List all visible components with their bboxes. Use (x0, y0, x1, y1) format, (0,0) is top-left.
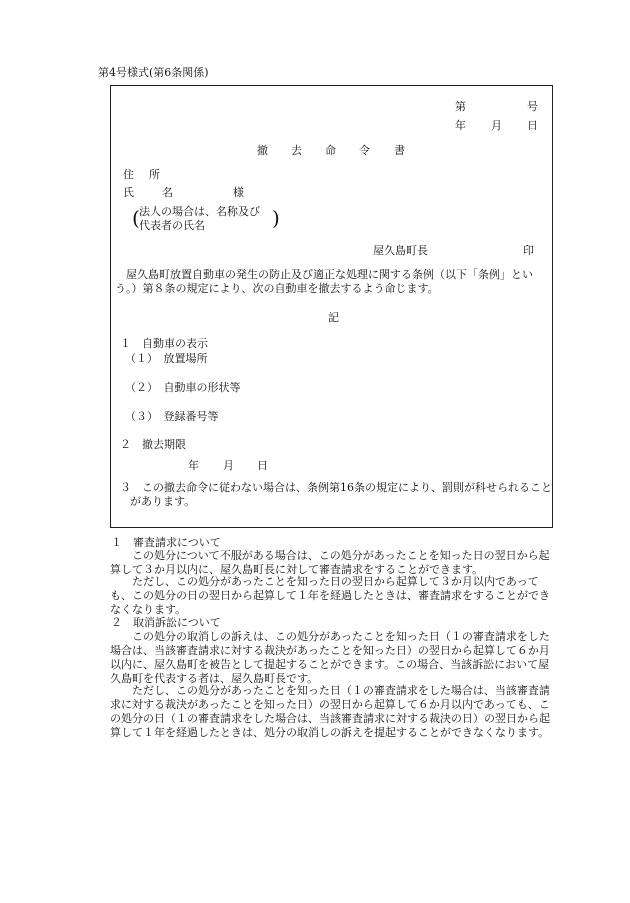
section1-heading: １ 自動車の表示 (120, 337, 208, 350)
form-number-label: 第4号様式(第6条関係) (98, 66, 209, 79)
deadline-year: 年 (188, 459, 199, 472)
corp-note-line2: 代表者の氏名 (139, 219, 205, 232)
address-label-2: 所 (149, 168, 160, 181)
note1-paragraph2: ただし、この処分があったことを知った日の翌日から起算して３か月以内であっても、この処分の日の翌日から起算して１年を経過したときは、審査請求をすることができなくなります。 (110, 575, 550, 616)
doc-number-dai: 第 (455, 100, 466, 113)
issuer-name: 屋久島町長 (373, 244, 428, 257)
vehicle-shape-item: （２） 自動車の形状等 (125, 381, 241, 394)
section2-heading: ２ 撤去期限 (120, 438, 186, 451)
note2-heading: ２ 取消訴訟について (111, 616, 221, 629)
open-paren: ( (132, 206, 140, 230)
close-paren: ) (272, 206, 280, 230)
note1-paragraph1: この処分について不服がある場合は、この処分があったことを知った日の翌日から起算して３か月以内に、屋久島町長に対して審査請求をすることができます。 (110, 549, 550, 576)
deadline-day: 日 (257, 459, 268, 472)
date-year: 年 (455, 119, 466, 132)
note2-paragraph2: ただし、この処分があったことを知った日（１の審査請求をした場合は、当該審査請求に対する裁決があったことを知った日）の翌日から起算して６か月以内であっても、この処分の日（１の審査請求をした場合は、当該審査請求に対する裁決の日）の翌日から起算して１年を経過したときは、処分の取消しの訴えを提起することができなくなります。 (110, 684, 550, 739)
seal-mark: 印 (523, 244, 534, 257)
title-char: 書 (394, 144, 405, 157)
ki-label: 記 (328, 311, 339, 324)
note2-paragraph1: この処分の取消しの訴えは、この処分があったことを知った日（１の審査請求をした場合は、当該審査請求に対する裁決があったことを知った日）の翌日から起算して６か月以内に、屋久島町を被告として提起することができます。この場合、当該訴訟において屋久島町を代表する者は、屋久島町長です。 (110, 630, 550, 685)
doc-number-go: 号 (527, 100, 538, 113)
name-label-1: 氏 (123, 186, 134, 199)
title-char: 命 (325, 144, 336, 157)
title-char: 撤 (257, 144, 268, 157)
address-label-1: 住 (123, 168, 134, 181)
penalty-warning: ３ この撤去命令に従わない場合は、条例第16条の規定により、罰則が科せられることがあります。 (120, 481, 552, 508)
corporation-note (132, 205, 282, 235)
corp-note-line1: 法人の場合は、名称及び (139, 205, 260, 218)
name-label-2: 名 (162, 186, 173, 199)
order-body-text: 屋久島町放置自動車の発生の防止及び適正な処理に関する条例（以下「条例」という。）第８条の規定により、次の自動車を撤去するよう命じます。 (115, 268, 533, 295)
date-month: 月 (491, 119, 502, 132)
date-day: 日 (527, 119, 538, 132)
title-char: 去 (291, 144, 302, 157)
location-item: （１） 放置場所 (125, 352, 208, 365)
note1-heading: １ 審査請求について (111, 536, 221, 549)
deadline-month: 月 (223, 459, 234, 472)
order-form-box (110, 85, 553, 528)
registration-item: （３） 登録番号等 (125, 410, 219, 423)
title-char: 令 (359, 144, 370, 157)
honorific-sama: 様 (233, 186, 244, 199)
